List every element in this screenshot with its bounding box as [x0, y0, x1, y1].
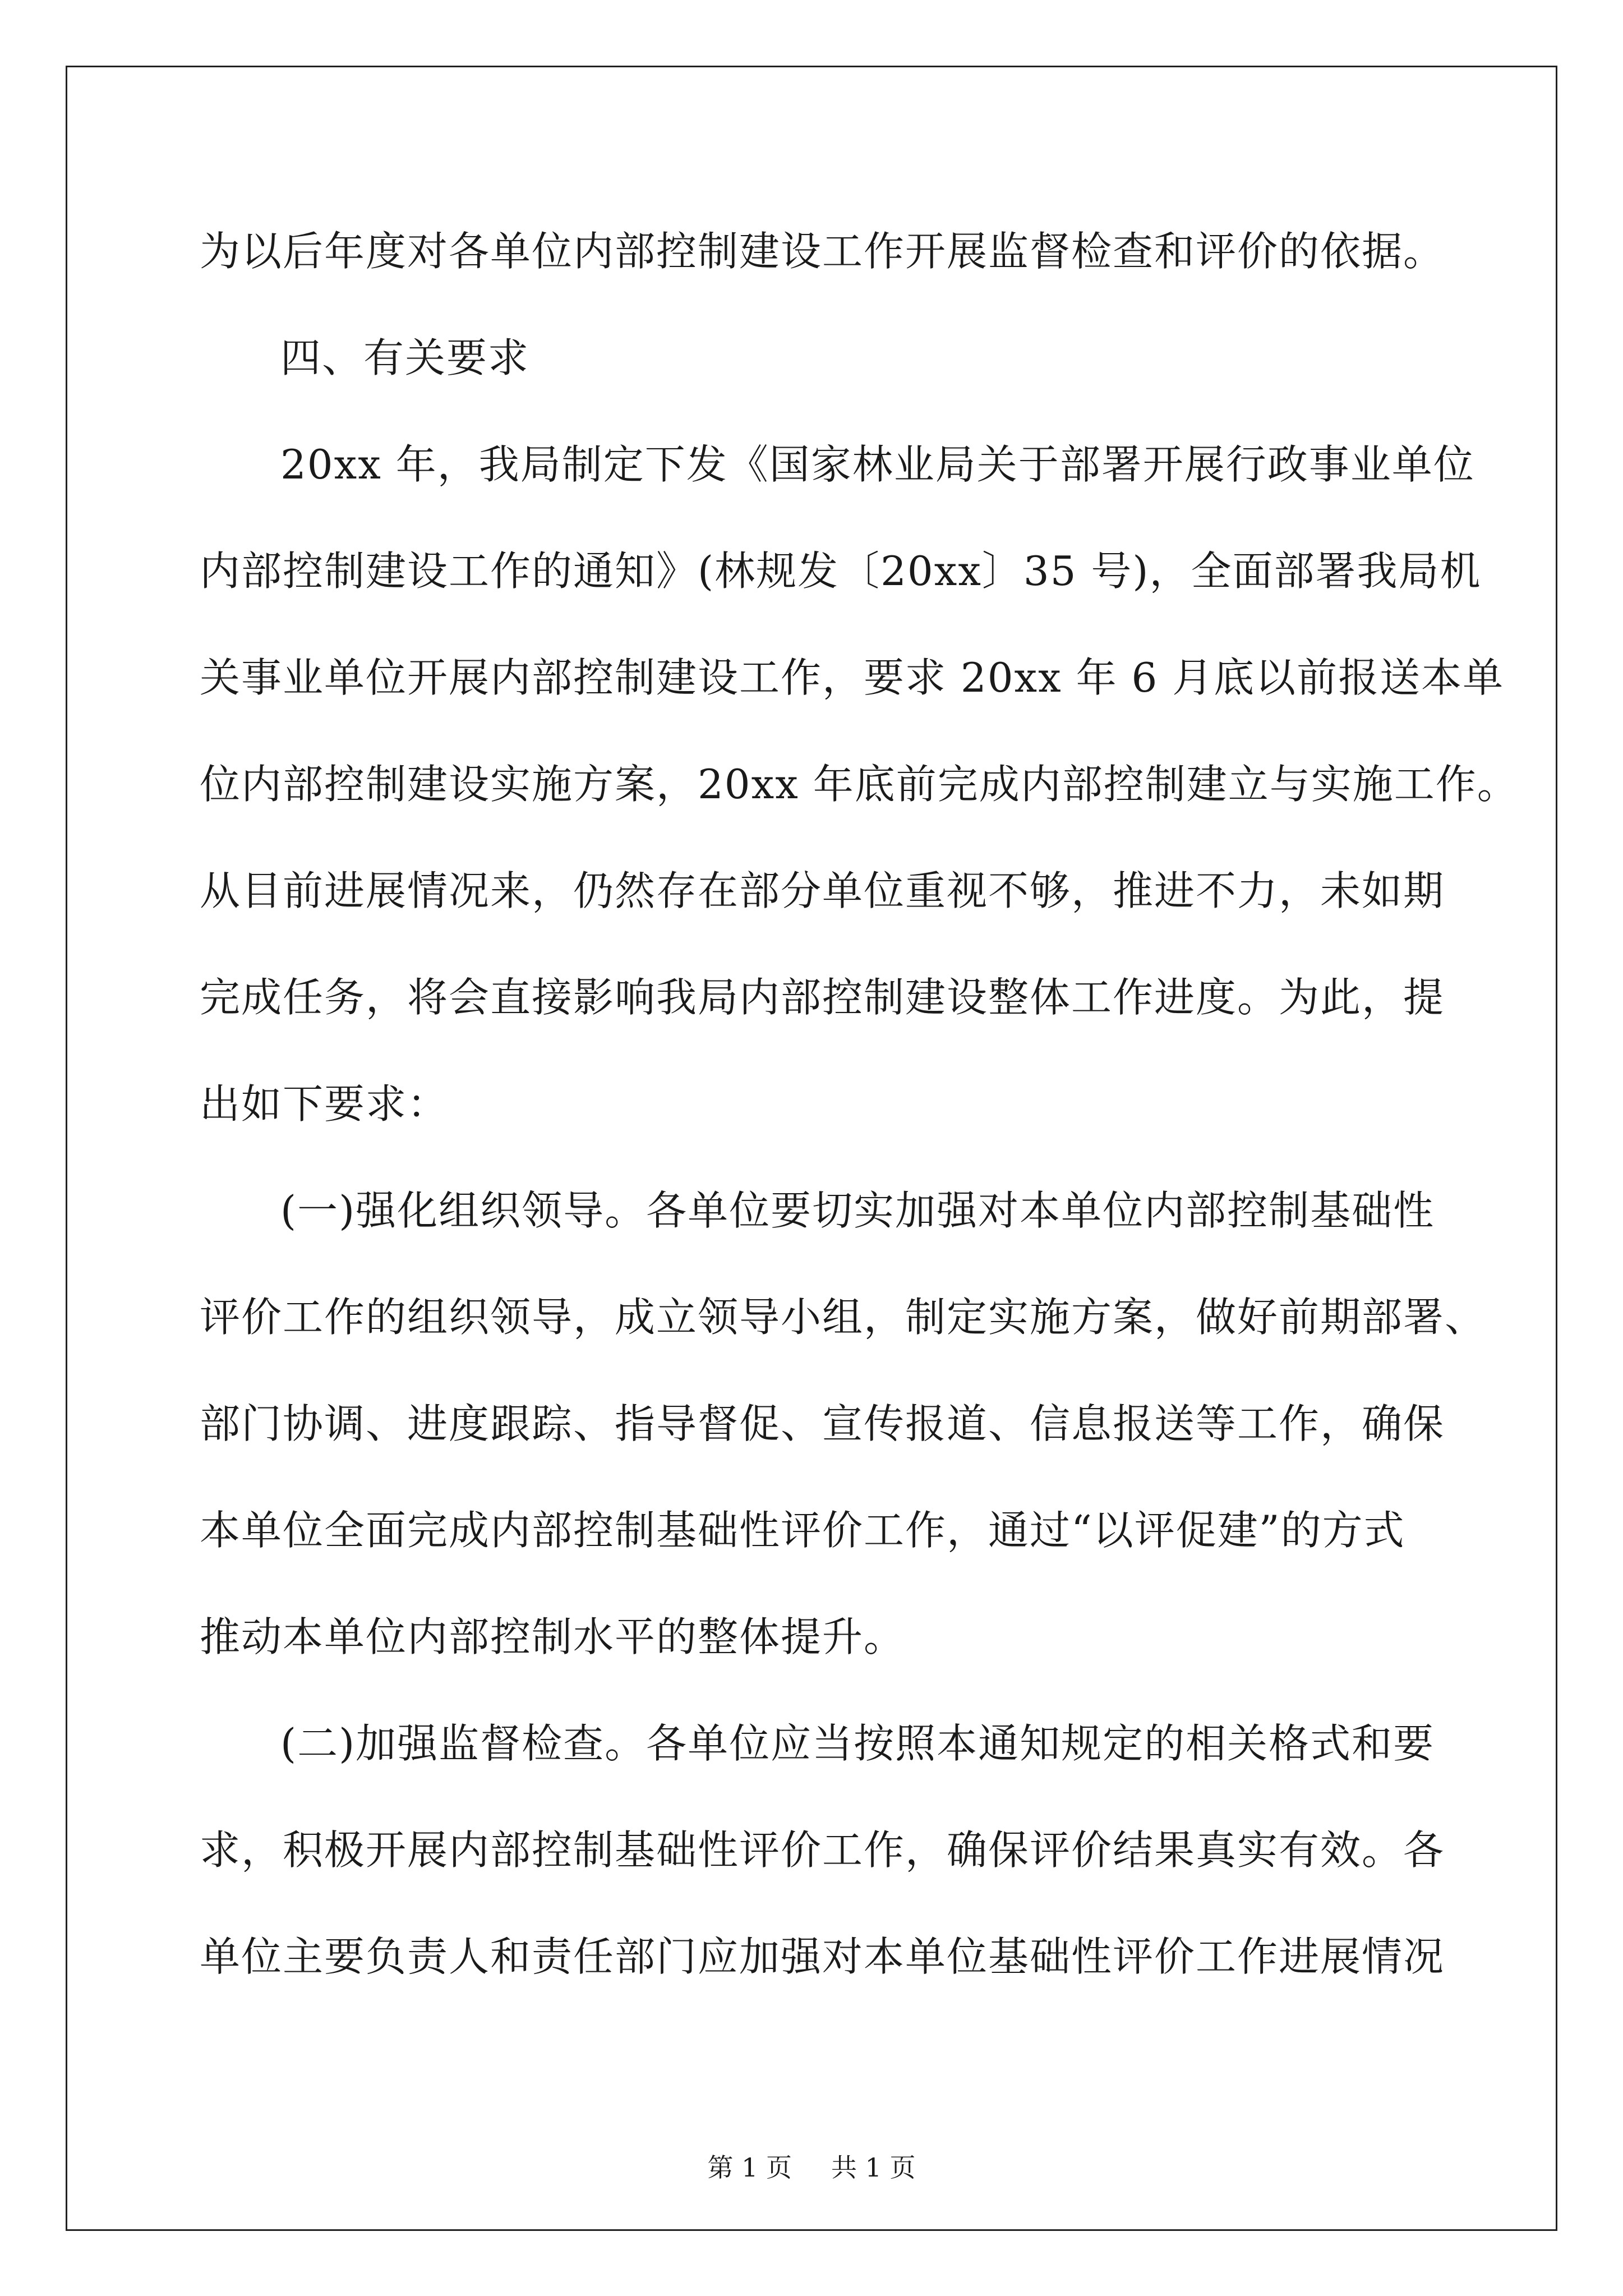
text-line: 从目前进展情况来，仍然存在部分单位重视不够，推进不力，未如期	[200, 867, 1445, 914]
text-line: 内部控制建设工作的通知》(林规发〔20xx〕35 号)，全面部署我局机	[200, 547, 1482, 595]
text-line: 本单位全面完成内部控制基础性评价工作，通过“以评促建”的方式	[200, 1507, 1405, 1554]
text-line: 位内部控制建设实施方案，20xx 年底前完成内部控制建立与实施工作。	[200, 761, 1519, 808]
page-number-total: 共 1 页	[831, 2152, 916, 2183]
text-line: (二)加强监督检查。各单位应当按照本通知规定的相关格式和要	[280, 1720, 1435, 1767]
section-heading: 四、有关要求	[280, 334, 530, 381]
text-line: (一)强化组织领导。各单位要切实加强对本单位内部控制基础性	[280, 1187, 1435, 1234]
page-border	[66, 66, 1557, 2231]
text-line: 评价工作的组织领导，成立领导小组，制定实施方案，做好前期部署、	[200, 1294, 1487, 1341]
text-line: 求，积极开展内部控制基础性评价工作，确保评价结果真实有效。各	[200, 1826, 1445, 1874]
text-line: 20xx 年，我局制定下发《国家林业局关于部署开展行政事业单位	[280, 441, 1475, 488]
page-number-current: 第 1 页	[707, 2152, 792, 2183]
text-line: 出如下要求：	[200, 1080, 449, 1128]
text-line: 关事业单位开展内部控制建设工作，要求 20xx 年 6 月底以前报送本单	[200, 654, 1505, 701]
text-line: 推动本单位内部控制水平的整体提升。	[200, 1613, 906, 1660]
text-line: 完成任务，将会直接影响我局内部控制建设整体工作进度。为此，提	[200, 974, 1445, 1021]
text-line: 部门协调、进度跟踪、指导督促、宣传报道、信息报送等工作，确保	[200, 1400, 1445, 1447]
text-line: 为以后年度对各单位内部控制建设工作开展监督检查和评价的依据。	[200, 228, 1445, 275]
page-footer	[0, 2151, 1623, 2184]
text-line: 单位主要负责人和责任部门应加强对本单位基础性评价工作进展情况	[200, 1933, 1445, 1980]
